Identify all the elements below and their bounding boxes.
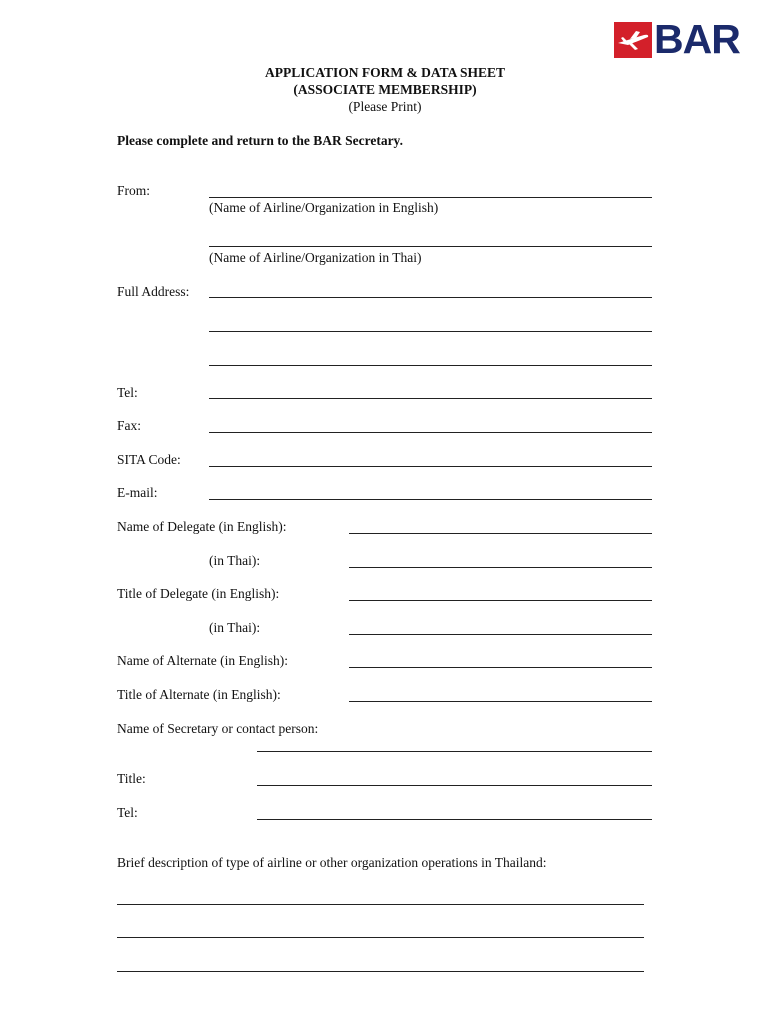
address-field-1[interactable] bbox=[209, 297, 652, 298]
from-english-field[interactable] bbox=[209, 197, 652, 198]
fax-label: Fax: bbox=[117, 418, 142, 433]
alternate-title-field[interactable] bbox=[349, 701, 652, 702]
form-title: APPLICATION FORM & DATA SHEET bbox=[264, 65, 505, 80]
description-field-3[interactable] bbox=[117, 971, 644, 972]
delegate-title-english-field[interactable] bbox=[349, 600, 652, 601]
delegate-name-label: Name of Delegate (in English): bbox=[117, 519, 287, 534]
secretary-name-field[interactable] bbox=[257, 751, 652, 752]
logo-text: BAR bbox=[654, 16, 740, 62]
sita-field[interactable] bbox=[209, 466, 652, 467]
alternate-title-label: Title of Alternate (in English): bbox=[117, 687, 281, 702]
tel-field[interactable] bbox=[209, 398, 652, 399]
plane-icon bbox=[614, 22, 652, 58]
description-label: Brief description of type of airline or other organization operations in Thailand: bbox=[117, 855, 547, 870]
from-label: From: bbox=[117, 183, 151, 198]
tel-label: Tel: bbox=[117, 385, 138, 400]
alternate-name-field[interactable] bbox=[349, 667, 652, 668]
email-field[interactable] bbox=[209, 499, 652, 500]
contact-tel-field[interactable] bbox=[257, 819, 652, 820]
from-english-caption: (Name of Airline/Organization in English) bbox=[209, 200, 439, 215]
delegate-name-english-field[interactable] bbox=[349, 533, 652, 534]
alternate-name-label: Name of Alternate (in English): bbox=[117, 653, 288, 668]
delegate-title-thai-label: (in Thai): bbox=[209, 620, 261, 635]
from-thai-caption: (Name of Airline/Organization in Thai) bbox=[209, 250, 422, 265]
delegate-title-label: Title of Delegate (in English): bbox=[117, 586, 280, 601]
form-subtitle: (ASSOCIATE MEMBERSHIP) bbox=[293, 82, 477, 97]
fax-field[interactable] bbox=[209, 432, 652, 433]
from-thai-field[interactable] bbox=[209, 246, 652, 247]
delegate-title-thai-field[interactable] bbox=[349, 634, 652, 635]
contact-tel-label: Tel: bbox=[117, 805, 138, 820]
contact-title-label: Title: bbox=[117, 771, 146, 786]
email-label: E-mail: bbox=[117, 485, 158, 500]
address-label: Full Address: bbox=[117, 284, 190, 299]
address-field-2[interactable] bbox=[209, 331, 652, 332]
delegate-name-thai-label: (in Thai): bbox=[209, 553, 261, 568]
contact-title-field[interactable] bbox=[257, 785, 652, 786]
secretary-label: Name of Secretary or contact person: bbox=[117, 721, 319, 736]
sita-label: SITA Code: bbox=[117, 452, 181, 467]
delegate-name-thai-field[interactable] bbox=[349, 567, 652, 568]
description-field-1[interactable] bbox=[117, 904, 644, 905]
bar-logo bbox=[614, 16, 740, 62]
address-field-3[interactable] bbox=[209, 365, 652, 366]
form-note: (Please Print) bbox=[348, 99, 422, 114]
instruction-text: Please complete and return to the BAR Secretary. bbox=[117, 133, 403, 148]
description-field-2[interactable] bbox=[117, 937, 644, 938]
